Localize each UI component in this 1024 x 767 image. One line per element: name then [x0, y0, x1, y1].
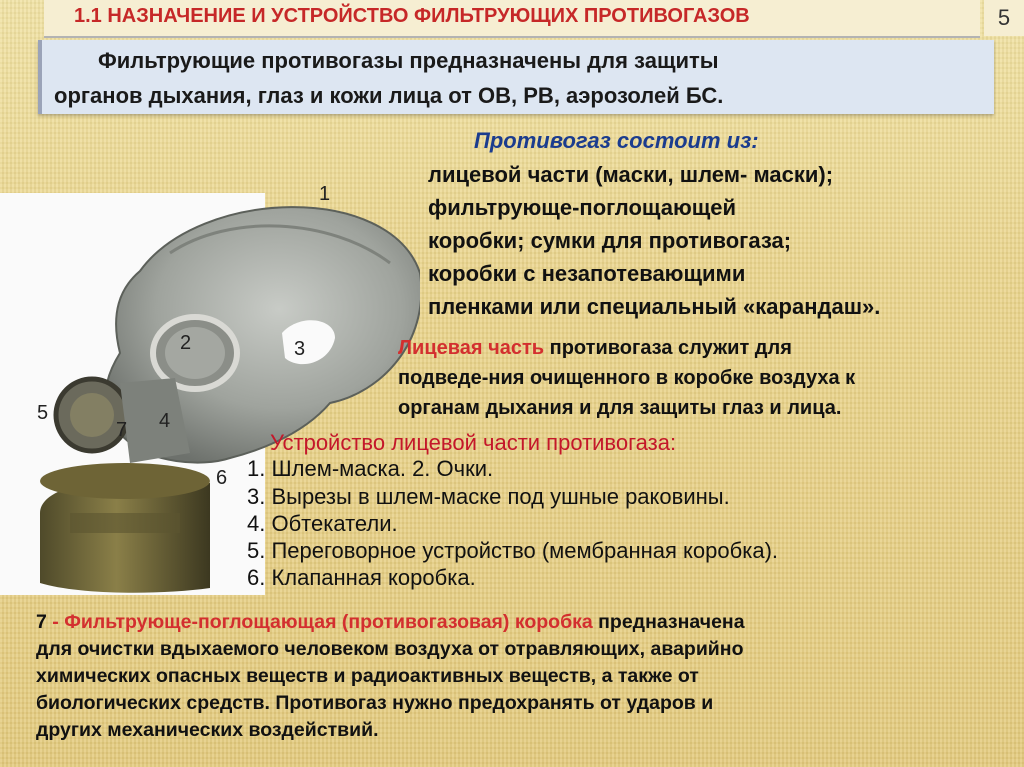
filter-number: 7 [36, 611, 47, 633]
device-item: 4. Обтекатели. [247, 511, 398, 536]
eyepiece-glass [165, 327, 225, 379]
device-item: 6. Клапанная коробка. [247, 565, 476, 590]
composition-line: коробки с незапотевающими [428, 261, 746, 286]
filter-line-2: для очистки вдыхаемого человеком воздуха от отравляющих, аварийно [36, 638, 744, 660]
slide-number: 5 [984, 0, 1024, 36]
label-4: 4 [159, 410, 171, 432]
filter-line-1 [36, 611, 745, 634]
composition-line: фильтрующе-поглощающей [428, 195, 737, 220]
composition-title: Противогаз состоит из: [474, 128, 759, 153]
label-3: 3 [294, 338, 306, 360]
purpose-line-3: органам дыхания и для защиты глаз и лица. [398, 397, 842, 419]
device-item: 1. Шлем-маска. 2. Очки. [247, 456, 494, 481]
filter-line-3: химических опасных веществ и радиоактивных веществ, а также от [36, 665, 699, 687]
device-title: Устройство лицевой части противогаза: [270, 430, 677, 455]
composition-line: лицевой части (маски, шлем- маски); [428, 162, 834, 187]
label-6: 6 [216, 467, 228, 489]
title-bar [44, 0, 980, 38]
filter-line-4: биологических средств. Противогаз нужно предохранять от ударов и [36, 692, 714, 714]
intro-line-2: органов дыхания, глаз и кожи лица от ОВ, РВ, аэрозолей БС. [54, 83, 724, 108]
filter-line-1-rest: предназначена [592, 611, 745, 633]
device-item: 3. Вырезы в шлем-маске под ушные раковины. [247, 484, 730, 509]
label-1: 1 [319, 183, 331, 205]
photo-panel [0, 193, 265, 595]
label-7: 7 [116, 419, 128, 441]
purpose-line-1-rest: противогаза служит для [544, 337, 792, 359]
label-2: 2 [180, 332, 192, 354]
purpose-highlight: Лицевая часть [398, 337, 545, 359]
purpose-line-2: подведе-ния очищенного в коробке воздуха к [398, 367, 856, 389]
filter-line-5: других механических воздействий. [36, 719, 379, 741]
slide-title: 1.1 НАЗНАЧЕНИЕ И УСТРОЙСТВО ФИЛЬТРУЮЩИХ ПРОТИВОГАЗОВ [74, 5, 750, 27]
device-item: 5. Переговорное устройство (мембранная коробка). [247, 538, 779, 563]
composition-line: коробки; сумки для противогаза; [428, 228, 792, 253]
label-5: 5 [37, 402, 49, 424]
filter-highlight: - Фильтрующе-поглощающая (противогазовая) коробка [46, 611, 593, 633]
purpose-line-1 [398, 337, 792, 360]
intro-line-1: Фильтрующие противогазы предназначены для защиты [98, 48, 719, 73]
intro-box [38, 40, 994, 114]
composition-line: пленками или специальный «карандаш». [428, 294, 881, 319]
